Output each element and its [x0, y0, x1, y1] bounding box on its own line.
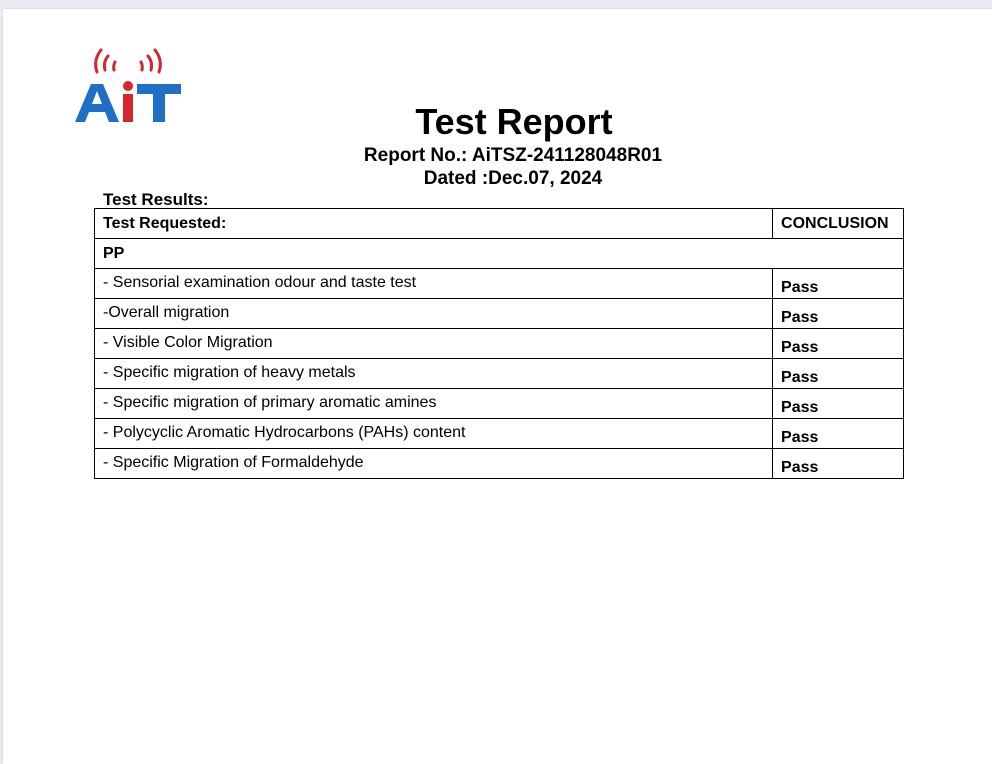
conclusion-value: Pass: [773, 269, 904, 299]
report-page: [3, 9, 992, 764]
test-name: - Visible Color Migration: [95, 329, 773, 359]
table-row: [95, 269, 904, 299]
report-title: Test Report: [415, 101, 613, 142]
table-row: [95, 389, 904, 419]
table-row: [95, 449, 904, 479]
material-label: PP: [95, 239, 904, 269]
test-name: - Specific Migration of Formaldehyde: [95, 449, 773, 479]
report-number: Report No.: AiTSZ-241128048R01: [363, 145, 663, 166]
table-row: [95, 359, 904, 389]
conclusion-value: Pass: [773, 359, 904, 389]
report-date: Dated :Dec.07, 2024: [423, 168, 603, 189]
table-row: [95, 299, 904, 329]
test-name: -Overall migration: [95, 299, 773, 329]
material-row: [95, 239, 904, 269]
conclusion-value: Pass: [773, 329, 904, 359]
test-name: - Polycyclic Aromatic Hydrocarbons (PAHs) content: [95, 419, 773, 449]
conclusion-value: Pass: [773, 389, 904, 419]
conclusion-value: Pass: [773, 449, 904, 479]
column-header-conclusion: CONCLUSION: [773, 209, 904, 239]
column-header-test: Test Requested:: [95, 209, 773, 239]
signal-waves-icon: [96, 50, 161, 72]
test-results-table: [94, 208, 904, 479]
test-name: - Specific migration of heavy metals: [95, 359, 773, 389]
table-row: [95, 419, 904, 449]
table-row: [95, 329, 904, 359]
conclusion-value: Pass: [773, 419, 904, 449]
test-name: - Specific migration of primary aromatic amines: [95, 389, 773, 419]
table-header-row: [95, 209, 904, 239]
conclusion-value: Pass: [773, 299, 904, 329]
test-results-label: Test Results:: [103, 190, 209, 209]
test-name: - Sensorial examination odour and taste test: [95, 269, 773, 299]
